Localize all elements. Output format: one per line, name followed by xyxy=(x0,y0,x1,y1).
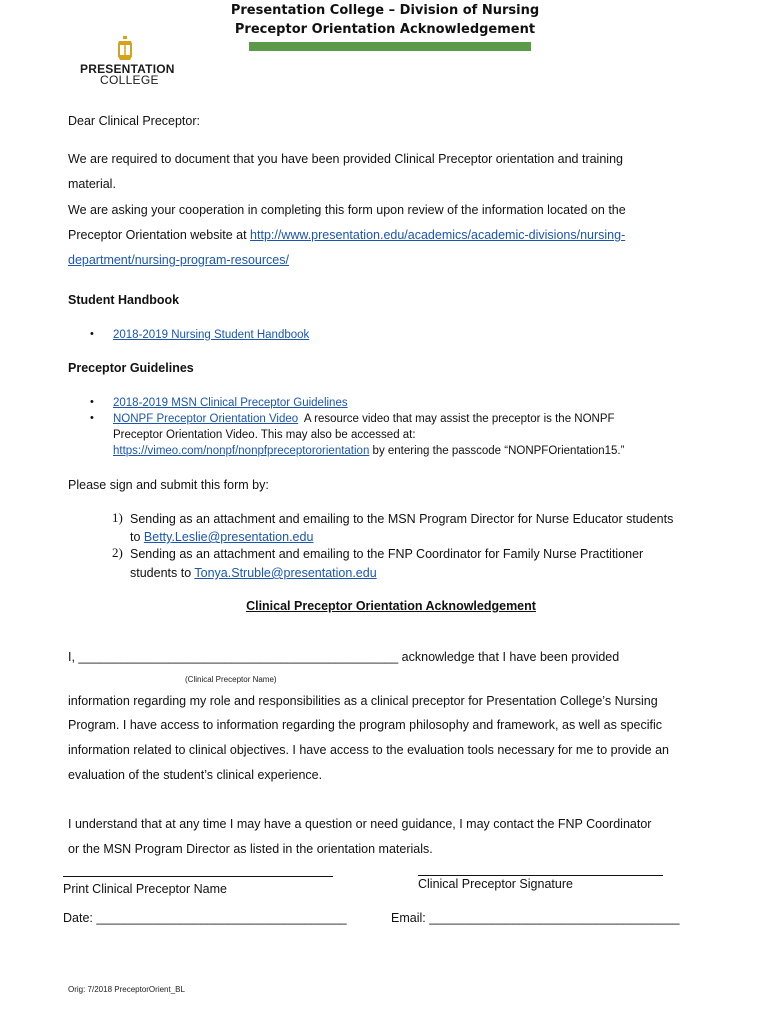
presentation-college-logo xyxy=(78,36,178,88)
acknowledgement-paragraph-line3: information related to clinical objectives. I have access to the evaluation tools necessary for me to provide an xyxy=(68,743,670,757)
nonpf-video-description: A resource video that may assist the preceptor is the NONPF xyxy=(298,413,615,425)
nonpf-video-description-line2: Preceptor Orientation Video. This may also be accessed at: xyxy=(113,429,416,441)
acknowledgement-name-line[interactable]: I, ______________________________________________ acknowledge that I have been provided xyxy=(68,650,620,664)
bullet-icon: • xyxy=(90,396,94,408)
bullet-icon: • xyxy=(90,328,94,340)
intro-paragraph-2-line1: We are asking your cooperation in completing this form upon review of the information located on the xyxy=(68,203,626,217)
submit-instructions: Please sign and submit this form by: xyxy=(68,478,269,492)
passcode-text: by entering the passcode “NONPFOrientation15.” xyxy=(369,445,625,457)
signature-label: Clinical Preceptor Signature xyxy=(418,877,573,891)
option-2-prefix: students to xyxy=(130,566,195,580)
understanding-paragraph-line1: I understand that at any time I may have a question or need guidance, I may contact the FNP Coordinator xyxy=(68,817,652,831)
resources-link-part1[interactable]: http://www.presentation.edu/academics/academic-divisions/nursing- xyxy=(250,228,626,242)
print-name-label: Print Clinical Preceptor Name xyxy=(63,882,227,896)
acknowledgement-paragraph-line2: Program. I have access to information regarding the program philosophy and framework, as well as specific xyxy=(68,718,663,732)
resources-link-line2 xyxy=(68,252,289,268)
acknowledgement-title: Clinical Preceptor Orientation Acknowledgement xyxy=(246,599,536,613)
date-field[interactable]: Date: ____________________________________ xyxy=(63,911,347,925)
resources-link-part2[interactable]: department/nursing-program-resources/ xyxy=(68,253,289,267)
footer-revision: Orig: 7/2018 PreceptorOrient_BL xyxy=(68,985,185,994)
email-field[interactable]: Email: ____________________________________ xyxy=(391,911,680,925)
logo-wordmark-presentation: PRESENTATION xyxy=(80,62,175,76)
bullet-icon: • xyxy=(90,412,94,424)
header-accent-bar xyxy=(249,42,531,51)
lantern-icon xyxy=(115,36,135,62)
option-1-number: 1) xyxy=(112,510,123,525)
intro-paragraph-2-text: Preceptor Orientation website at xyxy=(68,228,251,242)
option-1-line1: Sending as an attachment and emailing to the MSN Program Director for Nurse Educator students xyxy=(130,512,674,526)
name-caption: (Clinical Preceptor Name) xyxy=(185,675,277,684)
intro-paragraph-1-line2: material. xyxy=(68,177,116,191)
header-title-line2: Preceptor Orientation Acknowledgement xyxy=(234,22,536,37)
option-2-number: 2) xyxy=(112,545,123,560)
option-2-line2 xyxy=(130,565,377,581)
greeting: Dear Clinical Preceptor: xyxy=(68,114,200,128)
option-1-line2 xyxy=(130,529,313,545)
vimeo-link[interactable]: https://vimeo.com/nonpf/nonpfpreceptororientation xyxy=(113,445,370,457)
logo-wordmark-college: COLLEGE xyxy=(100,73,159,87)
option-1-prefix: to xyxy=(130,530,144,544)
fnp-coordinator-email-link[interactable]: Tonya.Struble@presentation.edu xyxy=(194,566,377,580)
acknowledgement-paragraph-line4: evaluation of the student’s clinical experience. xyxy=(68,768,323,782)
student-handbook-link[interactable]: 2018-2019 Nursing Student Handbook xyxy=(113,329,310,341)
print-name-line[interactable] xyxy=(63,876,333,877)
understanding-paragraph-line2: or the MSN Program Director as listed in the orientation materials. xyxy=(68,842,433,856)
nonpf-video-link[interactable]: NONPF Preceptor Orientation Video xyxy=(113,413,299,425)
intro-paragraph-2-line2 xyxy=(68,227,625,243)
student-handbook-heading: Student Handbook xyxy=(68,293,180,307)
acknowledgement-paragraph-line1: information regarding my role and responsibilities as a clinical preceptor for Presentation College’s Nursing xyxy=(68,694,658,708)
msn-director-email-link[interactable]: Betty.Leslie@presentation.edu xyxy=(143,530,314,544)
msn-guidelines-link[interactable]: 2018-2019 MSN Clinical Preceptor Guidelines xyxy=(113,397,348,409)
intro-paragraph-1-line1: We are required to document that you have been provided Clinical Preceptor orientation and training xyxy=(68,152,623,166)
preceptor-guidelines-heading: Preceptor Guidelines xyxy=(68,361,194,375)
header-title-line1: Presentation College – Division of Nursing xyxy=(230,3,540,18)
option-2-line1: Sending as an attachment and emailing to the FNP Coordinator for Family Nurse Practitioner xyxy=(130,547,644,561)
